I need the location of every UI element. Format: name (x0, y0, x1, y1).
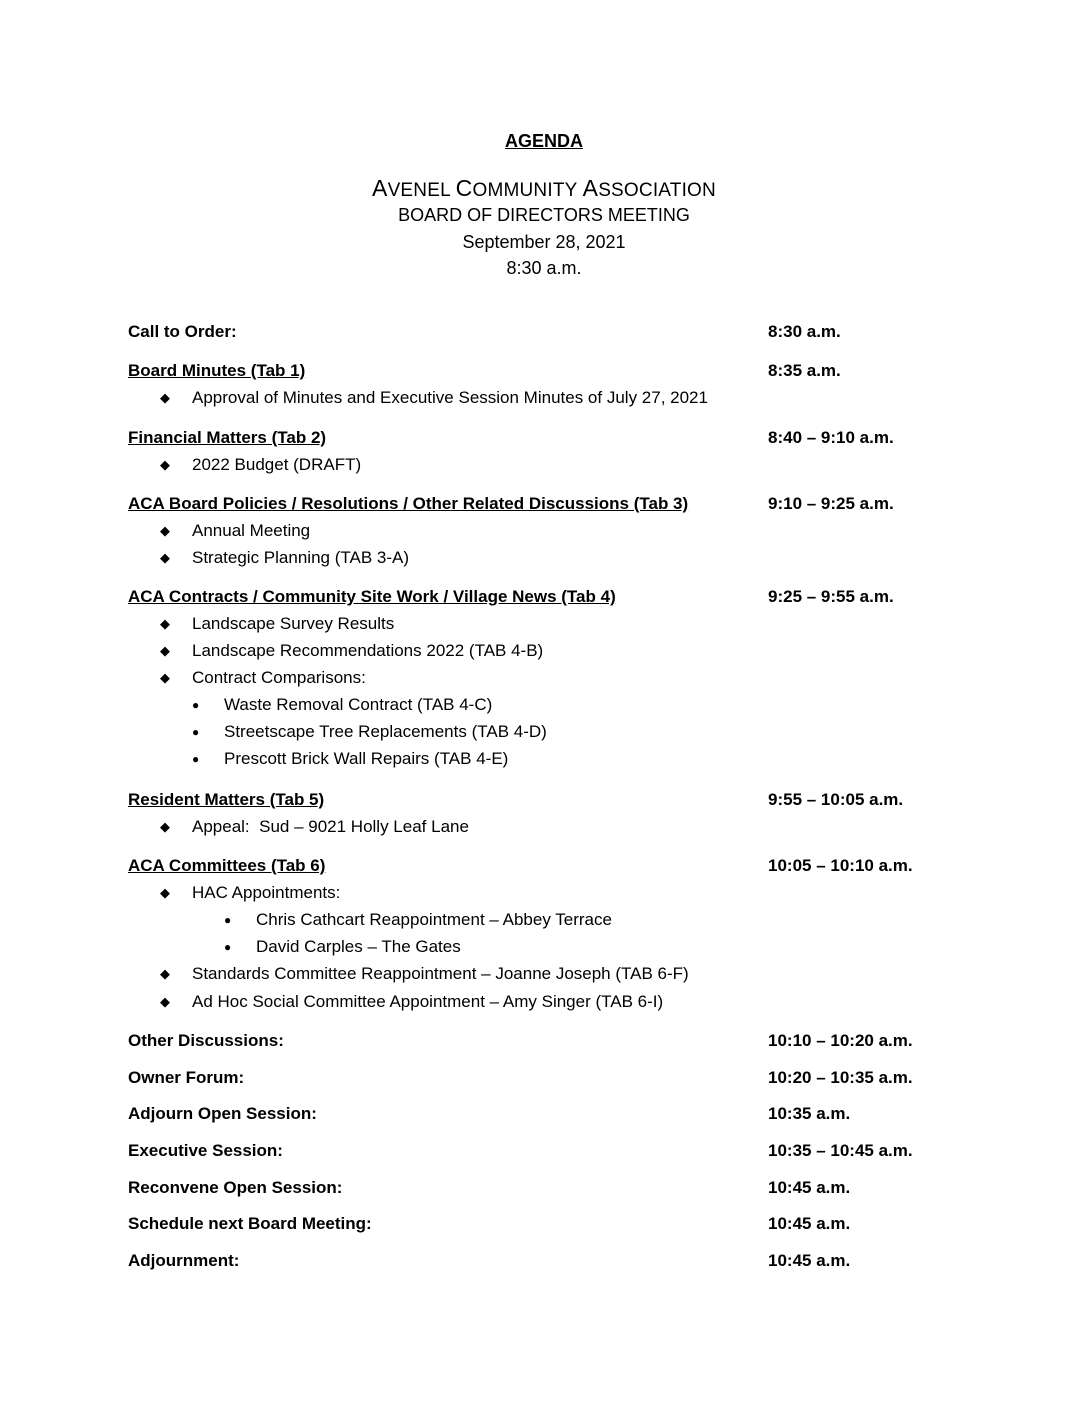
list-item: ◆ Appeal: Sud – 9021 Holly Leaf Lane (160, 817, 469, 836)
meeting-subtitle: BOARD OF DIRECTORS MEETING (398, 205, 690, 225)
section-time-executive-session: 10:35 – 10:45 a.m. (768, 1141, 913, 1160)
section-title-financial-matters: Financial Matters (Tab 2) (128, 428, 327, 447)
section-time-contracts: 9:25 – 9:55 a.m. (768, 587, 894, 606)
list-subitem: ● Streetscape Tree Replacements (TAB 4-D) (192, 722, 547, 741)
round-bullet-icon: ● (192, 698, 200, 712)
list-subitem: ● David Carples – The Gates (224, 937, 461, 956)
list-subitem: ● Chris Cathcart Reappointment – Abbey Terrace (224, 910, 612, 929)
list-item: ◆ Approval of Minutes and Executive Session Minutes of July 27, 2021 (160, 388, 708, 407)
section-time-other-discussions: 10:10 – 10:20 a.m. (768, 1031, 913, 1050)
section-title-adjournment: Adjournment: (128, 1251, 240, 1270)
list-subitem: ● Prescott Brick Wall Repairs (TAB 4-E) (192, 749, 509, 768)
list-item: ◆ Ad Hoc Social Committee Appointment – Amy Singer (TAB 6-I) (160, 992, 664, 1011)
round-bullet-icon: ● (192, 725, 200, 739)
diamond-bullet-icon: ◆ (160, 643, 170, 658)
section-title-schedule-next-meeting: Schedule next Board Meeting: (128, 1214, 372, 1233)
list-item: ◆ Strategic Planning (TAB 3-A) (160, 548, 409, 567)
section-time-reconvene-open-session: 10:45 a.m. (768, 1178, 851, 1197)
section-title-board-policies: ACA Board Policies / Resolutions / Other Related Discussions (Tab 3) (128, 494, 689, 513)
diamond-bullet-icon: ◆ (160, 550, 170, 565)
diamond-bullet-icon: ◆ (160, 457, 170, 472)
list-item: ◆ Standards Committee Reappointment – Joanne Joseph (TAB 6-F) (160, 964, 689, 983)
diamond-bullet-icon: ◆ (160, 390, 170, 405)
list-item: ◆ HAC Appointments: (160, 883, 341, 902)
meeting-date: September 28, 2021 (462, 232, 626, 252)
round-bullet-icon: ● (192, 752, 200, 766)
section-title-contracts: ACA Contracts / Community Site Work / Village News (Tab 4) (128, 587, 616, 606)
organization-name: AVENEL COMMUNITY ASSOCIATION (372, 175, 716, 201)
diamond-bullet-icon: ◆ (160, 670, 170, 685)
agenda-title: AGENDA (504, 131, 583, 151)
diamond-bullet-icon: ◆ (160, 885, 170, 900)
section-time-committees: 10:05 – 10:10 a.m. (768, 856, 913, 875)
list-item: ◆ 2022 Budget (DRAFT) (160, 455, 362, 474)
section-time-board-policies: 9:10 – 9:25 a.m. (768, 494, 894, 513)
diamond-bullet-icon: ◆ (160, 994, 170, 1009)
section-time-board-minutes: 8:35 a.m. (768, 361, 841, 380)
section-title-committees: ACA Committees (Tab 6) (128, 856, 326, 875)
list-item: ◆ Landscape Recommendations 2022 (TAB 4-B) (160, 641, 544, 660)
section-time-schedule-next-meeting: 10:45 a.m. (768, 1214, 851, 1233)
section-time-adjourn-open-session: 10:35 a.m. (768, 1104, 851, 1123)
section-time-financial-matters: 8:40 – 9:10 a.m. (768, 428, 894, 447)
list-item: ◆ Contract Comparisons: (160, 668, 366, 687)
diamond-bullet-icon: ◆ (160, 523, 170, 538)
section-title-call-to-order: Call to Order: (128, 322, 237, 341)
round-bullet-icon: ● (224, 940, 232, 954)
section-title-resident-matters: Resident Matters (Tab 5) (128, 790, 325, 809)
list-subitem: ● Waste Removal Contract (TAB 4-C) (192, 695, 493, 714)
section-title-reconvene-open-session: Reconvene Open Session: (128, 1178, 343, 1197)
section-time-call-to-order: 8:30 a.m. (768, 322, 841, 341)
section-title-owner-forum: Owner Forum: (128, 1068, 245, 1087)
section-title-adjourn-open-session: Adjourn Open Session: (128, 1104, 317, 1123)
section-title-executive-session: Executive Session: (128, 1141, 283, 1160)
section-title-board-minutes: Board Minutes (Tab 1) (128, 361, 306, 380)
diamond-bullet-icon: ◆ (160, 819, 170, 834)
section-time-owner-forum: 10:20 – 10:35 a.m. (768, 1068, 913, 1087)
section-time-resident-matters: 9:55 – 10:05 a.m. (768, 790, 904, 809)
list-item: ◆ Annual Meeting (160, 521, 311, 540)
diamond-bullet-icon: ◆ (160, 616, 170, 631)
section-time-adjournment: 10:45 a.m. (768, 1251, 851, 1270)
diamond-bullet-icon: ◆ (160, 966, 170, 981)
meeting-time: 8:30 a.m. (506, 258, 582, 278)
section-title-other-discussions: Other Discussions: (128, 1031, 284, 1050)
round-bullet-icon: ● (224, 913, 232, 927)
list-item: ◆ Landscape Survey Results (160, 614, 395, 633)
